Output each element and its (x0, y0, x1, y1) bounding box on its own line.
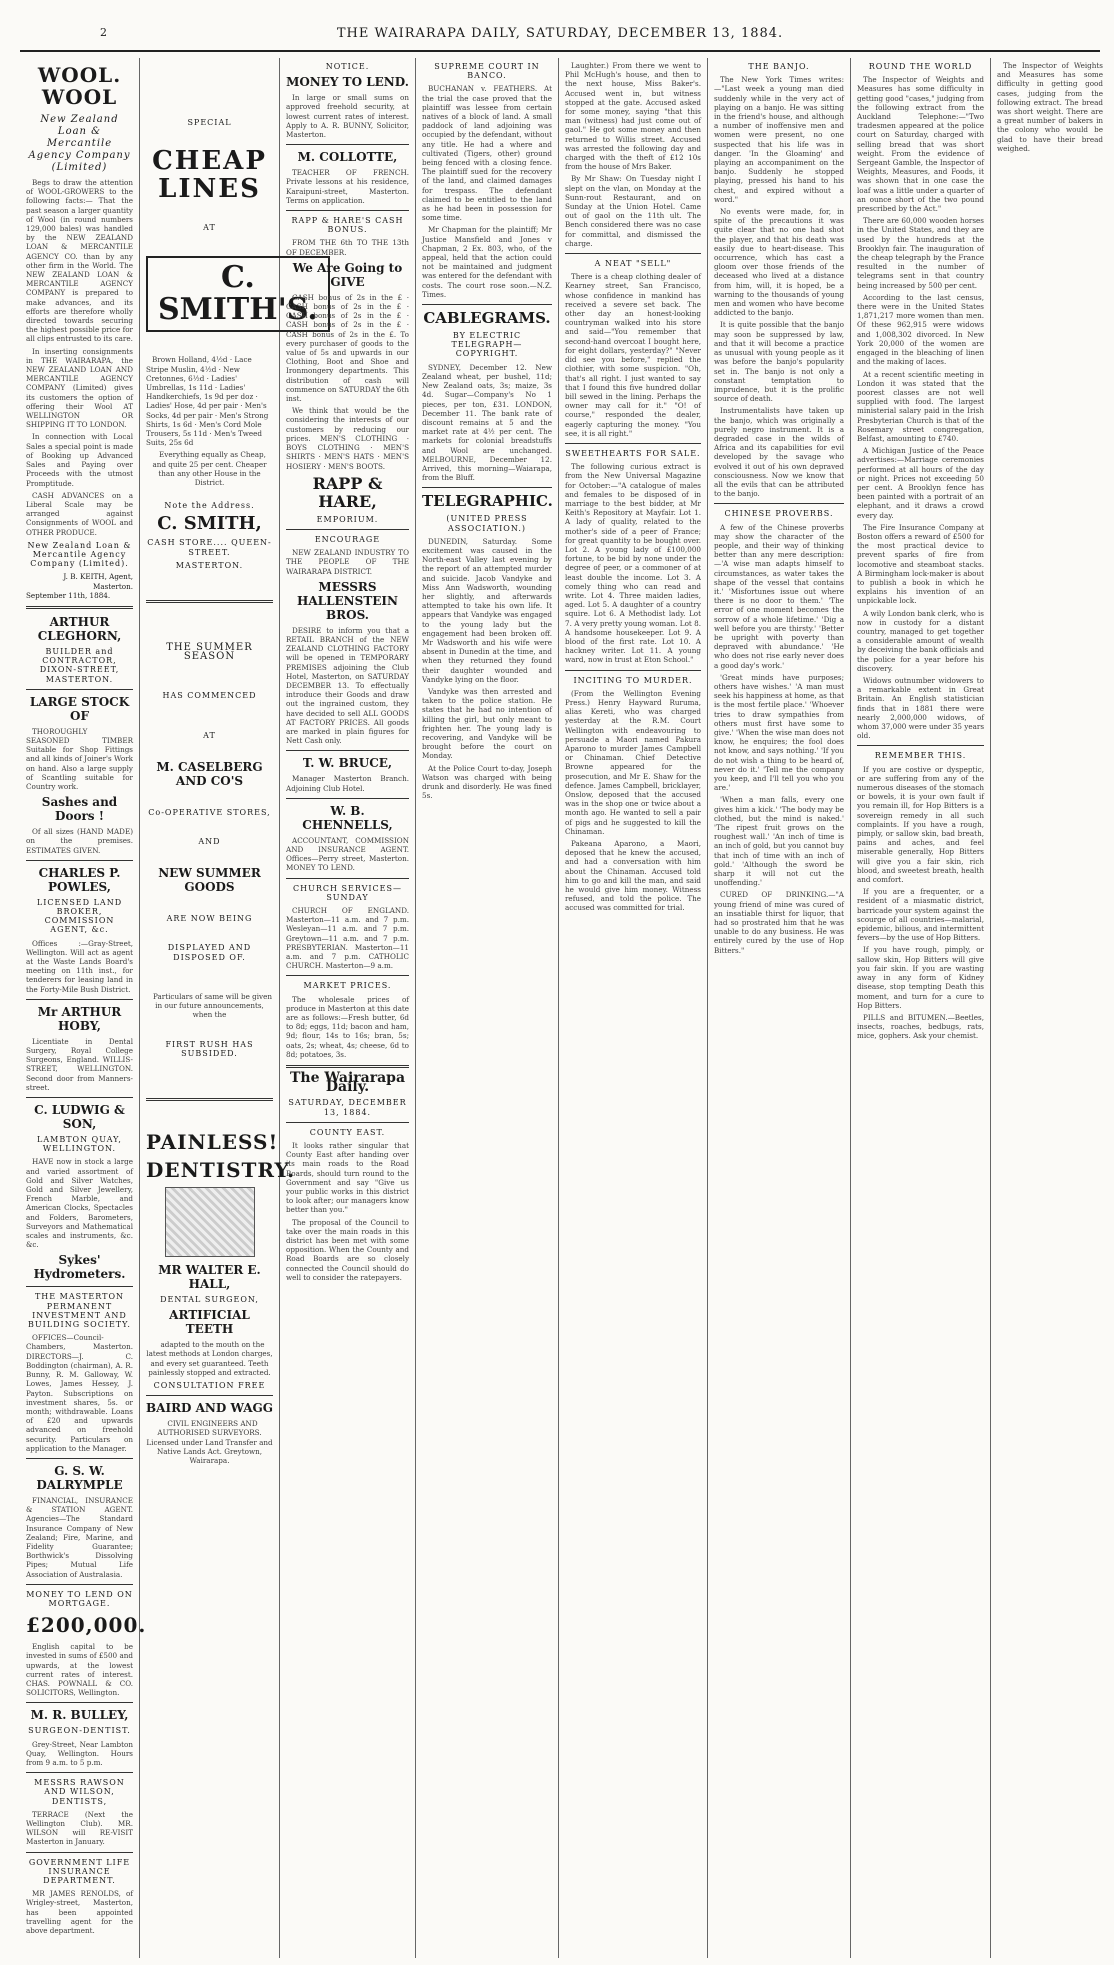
column-5 (559, 58, 708, 1958)
paper-date: SATURDAY, DECEMBER 13, 1884. (288, 1098, 407, 1117)
sykes-title: Sykes' Hydrometers. (33, 1253, 126, 1282)
court-body-2: Mr Chapman for the plaintiff; Mr Justice Mansfield and Jones v Chapman, 2 Ex. 803, who, of the appeal, held that the action could not be maintained and judgment was entered for the defendant with costs. The court rose soon.—N.Z. Times. (422, 225, 552, 299)
proverbs-body-3: 'When a man falls, every one gives him a kick.' 'The body may be clothed, but the mind is naked.' 'The ripest fruit grows on the roughest wall.' 'An inch of time is an inch of gold, but you cannot buy that inch of time with an inch of gold.' 'Although the sword be sharp it will not cut the unoffending.' (714, 795, 844, 888)
hall-sub: DENTAL SURGEON, (160, 1294, 259, 1304)
smith-list: Brown Holland, 4½d · Lace Stripe Muslin, 4½d · New Cretonnes, 6½d · Ladies' Umbrellas, 1s 11d · Ladies' Handkerchiefs, 1s 9d per doz · Ladies' Hose, 4d per pair · Men's Socks, 4d per pair · Men's Strong Shirts, 1s 6d · Men's Cord Mole Trousers, 5s 11d · Men's Tweed Suits, 25s 6d (146, 355, 269, 448)
ludwig-body: HAVE now in stock a large and varied assortment of Gold and Silver Watches, Gold and Silver Jewellery, French Marble, and American Clocks, Spectacles and Folders, Barometers, Surveyors and Mathematical scales and instruments, &c. &c. (26, 1157, 133, 1250)
hall-body: adapted to the mouth on the latest methods at London charges, and every set guaranteed. Teeth painlessly stopped and extracted. (146, 1340, 273, 1377)
church-title: CHURCH SERVICES—SUNDAY (293, 883, 402, 902)
cablegrams-sub: BY ELECTRIC TELEGRAPH—COPYRIGHT. (451, 331, 523, 359)
divider (422, 304, 552, 305)
rapp-body: FROM THE 6th TO THE 13th OF DECEMBER. (286, 238, 409, 257)
ludwig-title: C. LUDWIG & SON, (34, 1103, 125, 1132)
remember-body-3: If you have rough, pimply, or sallow skin, Hop Bitters will give you fair skin. If you are wasting away in any form of Kidney disease, stop tempting Death this moment, and turn for a cure to Hop Bitters. (857, 945, 984, 1010)
court-continued: Laughter.) From there we went to Phil McHugh's house, and then to the next house, Miss Baker's. Accused went in, but witness stopped at the gate. Accused asked for some money, saying "that this man (witness) had just come out of gaol." He got some money and then returned to Willis street. Accused was arrested the following day and charged with the theft of £12 10s from the house of Mrs Baker. (565, 61, 701, 172)
divider (565, 670, 701, 671)
sashes-body: Of all sizes (HAND MADE) on the premises. ESTIMATES GIVEN. (26, 827, 133, 855)
insurance-body: MR JAMES RENOLDS, of Wrigley-street, Masterton, has been appointed travelling agent for the above department. (26, 1889, 133, 1936)
caselberg-body: Particulars of same will be given in our future announcements, when the (153, 991, 272, 1020)
masthead (20, 20, 1100, 52)
divider (286, 1065, 409, 1068)
painless-title: PAINLESS! (146, 1129, 279, 1154)
divider (26, 999, 133, 1000)
cable-body: SYDNEY, December 12. New Zealand wheat, per bushel, 11d; New Zealand oats, 3s; maize, 3s 4d. Sugar—Company's No 1 pieces, per ton, £31. LONDON, December 11. The bank rate of discount remains at 5 and the market rate at 4½ per cent. The markets for colonial breadstuffs and Wool are unchanged. MELBOURNE, December 12. Arrived, this morning—Waiarapa, from the Bluff. (422, 362, 552, 483)
baird-body: CIVIL ENGINEERS AND AUTHORISED SURVEYORS. Licensed under Land Transfer and Native Lands Act. Greytown, Wairarapa. (146, 1419, 273, 1465)
column-3 (280, 58, 416, 1958)
divider (26, 1286, 133, 1287)
encourage-body: NEW ZEALAND INDUSTRY TO THE PEOPLE OF THE WAIRARAPA DISTRICT. (286, 548, 409, 576)
divider (26, 689, 133, 690)
being-label: ARE NOW BEING (166, 914, 253, 924)
rapp2-title: RAPP & HARE, (312, 473, 383, 511)
paper-title: The Wairarapa Daily. (289, 1070, 406, 1096)
cleghorn-title: ARTHUR CLEGHORN, (37, 614, 122, 643)
cheap-lines-title: CHEAP LINES (152, 146, 267, 205)
divider (26, 606, 133, 609)
cablegrams-title: CABLEGRAMS. (423, 309, 551, 328)
divider (26, 1458, 133, 1459)
smith-town: MASTERTON. (175, 560, 244, 570)
wool-headline: WOOL. WOOL (37, 63, 122, 109)
notice-title: NOTICE. (325, 62, 370, 71)
chennells-title: W. B. CHENNELLS, (302, 803, 393, 832)
divider (286, 144, 409, 145)
court-title: SUPREME COURT IN BANCO. (434, 62, 540, 81)
divider (714, 503, 844, 504)
stock-body: THOROUGHLY SEASONED TIMBER Suitable for Shop Fittings and all kinds of Joiner's Work on hand. Also a large supply of Scantling suitable for Country work. (26, 726, 133, 791)
remember-title: REMEMBER THIS. (874, 751, 967, 761)
coop-label: Co-OPERATIVE STORES, (148, 807, 271, 817)
bulley-body: Grey-Street, Near Lambton Quay, Wellington. Hours from 9 a.m. to 5 p.m. (26, 1739, 133, 1767)
rapp-title: RAPP & HARE'S CASH BONUS. (291, 216, 404, 235)
court-body: BUCHANAN v. FEATHERS. At the trial the case proved that the plaintiff was lessee from certain natives of a block of land. A small paddock of land adjoining was occupied by the defendant, without any title. He had a where and cultivated (Tigers, other) ground being fenced with a closing fence. The plaintiff sued for the recovery of the land, and claimed damages for trespass. The defendant claimed to be entitled to the land as he had been in possession for some time. (422, 84, 552, 223)
neat-body: There is a cheap clothing dealer of Kearney street, San Francisco, whose confidence in mankind has received a severe set back. The other day an honest-looking countryman walked into his store and said—"You remember that second-hand overcoat I bought here, for eight dollars, yesterday?" "Never did see you before," replied the clothier, with some suspicion. "Oh, that's all right. I just wanted to say that I found this five hundred dollar bill sewed in the lining. Perhaps the owner may call for it." "O! of course," responded the dealer, eagerly capturing the money. "You see, it is all right." (565, 272, 701, 438)
banjo-body-4: Instrumentalists have taken up the banjo, which was originally a purely negro instrument. It is a degraded case in the wilds of Africa and its capabilities for evil developed by the savage who evolved it out of his own depraved consciousness. Now we know that all the evils that can be attributed to the banjo. (714, 406, 844, 499)
column-2 (140, 58, 318, 1958)
banjo-body-3: It is quite possible that the banjo may soon be suppressed by law, and that it will become a practice as unusual with young people as it was before the banjo's popularity set in. The banjo is not only a constant temptation to imprudence, but it is the prolific source of death. (714, 320, 844, 404)
remember-body-4: PILLS and BITUMEN.—Beetles, insects, roaches, bedbugs, rats, mice, gophers. Ask your chemist. (857, 1012, 984, 1041)
ludwig-sub: LAMBTON QUAY, WELLINGTON. (37, 1135, 122, 1154)
artificial-teeth: ARTIFICIAL TEETH (169, 1308, 250, 1337)
money-amount: £200,000. (26, 1613, 147, 1638)
collotte-body: TEACHER OF FRENCH. Private lessons at his residence, Karaipuni-street, Masterton. Terms on application. (286, 168, 409, 205)
banjo-body: The New York Times writes:—"Last week a young man died suddenly while in the very act of playing on a banjo. He was sitting in the friend's house, and although a number of inoffensive men and women were present, no one suspected that his life was in danger. 'In the Gloaming' and playing an accompaniment on the banjo. Suddenly he stopped playing, pressed his hand to his chest, and expired without a word." (714, 75, 844, 204)
chennells-body: ACCOUNTANT, COMMISSION AND INSURANCE AGENT. Offices—Perry street, Masterton. MONEY TO LEND. (286, 835, 409, 873)
round-body-7: A wily London bank clerk, who is now in custody for a distant country, managed to get together a considerable amount of wealth by deceiving the bank officials and the police for a year before his discovery. (857, 608, 984, 673)
money-body: English capital to be invested in sums of £500 and upwards, at the lowest current rates of interest. CHAS. POWNALL & CO. SOLICITORS, Wellington. (26, 1642, 133, 1698)
baird-title: BAIRD AND WAGG (146, 1401, 274, 1416)
telegraphic-title: TELEGRAPHIC. (422, 492, 553, 511)
cleghorn-sub: BUILDER and CONTRACTOR, DIXON-STREET, MASTERTON. (39, 646, 120, 684)
round-body-6: The Fire Insurance Company at Boston offers a reward of £500 for the most practical device to prevent sparks of fire from locomotive and steamboat stacks. A Birmingham lock-maker is about to publish a book in which he explains his invention of an unpickable lock. (857, 522, 984, 606)
rawson-body: TERRACE (Next the Wellington Club). MR. WILSON will RE-VISIT Masterton in January. (26, 1809, 133, 1847)
county-body: It looks rather singular that County East after handing over its main roads to the Road Boards, should turn round to the Government and say "Give us your public works in this district to look after; our managers know better than you." (286, 1141, 409, 1215)
column-4 (416, 58, 559, 1958)
neat-title: A NEAT "SELL" (594, 259, 672, 269)
money-title: MONEY TO LEND ON MORTGAGE. (26, 1589, 133, 1608)
encourage-title: ENCOURAGE (314, 534, 381, 544)
insurance-title: GOVERNMENT LIFE INSURANCE DEPARTMENT. (28, 1857, 131, 1886)
rapp-give: We Are Going to GIVE (292, 260, 403, 289)
inciting-title: INCITING TO MURDER. (573, 675, 693, 685)
edge-text: The Inspector of Weights and Measures has some difficulty in getting good cases, judging from the following extract. The bread was short weight. There are a great number of bakers in the colony who would be glad to have their bread weighed. (997, 61, 1103, 153)
hoby-body: Licentiate in Dental Surgery, Royal College Surgeons, England. WILLIS-STREET, WELLINGTON. Second door from Manners-street. (26, 1036, 133, 1092)
hoby-title: Mr ARTHUR HOBY, (37, 1004, 122, 1033)
at-label: AT (203, 223, 216, 233)
column-1 (20, 58, 147, 1958)
powles-sub: LICENSED LAND BROKER, COMMISSION AGENT, &c. (36, 897, 123, 935)
page-number: 2 (100, 26, 108, 39)
divider (286, 798, 409, 799)
bruce-body: Manager Masterton Branch. Adjoining Club Hotel. (286, 774, 409, 793)
stock-title: LARGE STOCK OF (29, 694, 130, 723)
dalrymple-title: G. S. W. DALRYMPLE (36, 1463, 123, 1492)
smith2-title: C. SMITH, (157, 513, 262, 535)
proverbs-body-4: CURED OF DRINKING.—"A young friend of mine was cured of an insatiable thirst for liquor, that had so prostrated him that he was unable to do any business. He was entirely cured by the use of Hop Bitters." (714, 890, 844, 955)
hallenstein-body: DESIRE to inform you that a RETAIL BRANCH of the NEW ZEALAND CLOTHING FACTORY will be opened in TEMPORARY PREMISES adjoining the Club Hotel, Masterton, on SATURDAY DECEMBER 13. To effectually introduce their Goods and draw out the ingrained custom, they have decided to sell ALL GOODS AT FACTORY PRICES. All goods are marked in plain figures for Nett Cash only. (286, 625, 409, 746)
money-lend-body: In large or small sums on approved freehold security, at lowest current rates of interest. Apply to A. R. BUNNY, Solicitor, Masterton. (286, 93, 409, 140)
divider (26, 1852, 133, 1853)
new-goods: NEW SUMMER GOODS (158, 866, 261, 895)
divider (857, 745, 984, 746)
divider (286, 210, 409, 211)
divider (286, 878, 409, 879)
masthead-title: THE WAIRARAPA DAILY, SATURDAY, DECEMBER 13, 1884. (336, 26, 784, 41)
wool-footer: New Zealand Loan & Mercantile Agency Company (Limited). (27, 540, 132, 569)
round-body-3: According to the last census, there were in the United States 1,871,217 more women than men. Of these 962,915 were widows and 1,008,302 divorced. In New York 20,000 of the women are engaged in the bleaching of linen and the making of laces. (857, 292, 984, 367)
displayed-label: DISPLAYED AND DISPOSED OF. (167, 943, 252, 962)
divider (146, 1395, 273, 1396)
and-label: AND (198, 837, 221, 847)
powles-title: CHARLES P. POWLES, (38, 865, 121, 894)
proverbs-body-2: 'Great minds have purposes; others have wishes.' 'A man must seek his happiness at home, as that is the most fertile place.' 'Whoever tries to draw sympathies from others must first have some to give.' 'When the wise man does not know, he enquires; the fool does not know, and says nothing.' 'If you do not wish a thing to be heard of, never do it.' 'Tell me the company you keep, and I'll tell you who you are.' (714, 672, 844, 793)
telegraphic-sub: (UNITED PRESS ASSOCIATION.) (446, 514, 528, 533)
divider (26, 860, 133, 861)
divider (26, 1702, 133, 1703)
caselberg-title: M. CASELBERG AND CO'S (156, 759, 263, 788)
divider (286, 529, 409, 530)
proverbs-title: CHINESE PROVERBS. (724, 509, 834, 519)
round-title: ROUND THE WORLD (868, 62, 973, 71)
building-society-title: THE MASTERTON PERMANENT INVESTMENT AND BUILDING SOCIETY. (28, 1292, 131, 1330)
divider (565, 253, 701, 254)
divider (146, 600, 273, 603)
commenced: HAS COMMENCED (162, 691, 257, 701)
wool-subhead: New Zealand Loan & Mercantile Agency Company (Limited) (28, 114, 131, 173)
market-body: The wholesale prices of produce in Masterton at this date are as follows:—Fresh butter, 6d to 8d; eggs, 11d; bacon and ham, 9d; flour, 14s to 16s; bran, 5s; oats, 2s; wheat, 4s; cheese, 6d to 8d; potatoes, 3s. (286, 994, 409, 1059)
wool-body: Begs to draw the attention of WOOL-GROWERS to the following facts:— That the past season a larger quantity of Wool (in round numbers 129,000 bales) was handled by the NEW ZEALAND LOAN & MERCANTILE AGENCY CO. than by any other firm in the World. The NEW ZEALAND LOAN & MERCANTILE AGENCY COMPANY is prepared to make advances, and its efforts are therefore wholly directed towards securing the highest possible price for all clips entrusted to its care. (26, 178, 133, 344)
round-body-5: A Michigan Justice of the Peace advertises:—Marriage ceremonies performed at all hours of the day or night. Prices not exceeding 50 per cent. A Brooklyn fence has been painted with a portrait of an elephant, and it draws a crowd every day. (857, 446, 984, 520)
sweethearts-title: SWEETHEARTS FOR SALE. (565, 448, 701, 458)
wool-body-4: CASH ADVANCES on a Liberal Scale may be arranged against Consignments of WOOL and OTHER PRODUCE. (26, 490, 133, 537)
county-title: COUNTY EAST. (309, 1127, 386, 1137)
bulley-sub: SURGEON-DENTIST. (28, 1726, 131, 1736)
first-rush: FIRST RUSH HAS SUBSIDED. (165, 1039, 254, 1058)
banjo-title: THE BANJO. (748, 62, 810, 71)
divider (146, 1098, 273, 1101)
divider (26, 1097, 133, 1098)
smith-note: Everything equally as Cheap, and quite 25 per cent. Cheaper than any other House in the District. (152, 450, 267, 488)
divider (565, 443, 701, 444)
rapp-bonus: CASH bonus of 2s in the £ · CASH bonus of 2s in the £ · CASH bonus of 2s in the £ · CASH bonus of 2s in the £ · CASH bonus of 2s in the £. To every purchaser of goods to the value of 5s and upwards in our Clothing, Boot and Shoe and Ironmongery departments. This distribution of cash will commence on SATURDAY the 6th inst. (286, 292, 409, 404)
proverbs-body: A few of the Chinese proverbs may show the character of the people, and their way of thinking better than any mere description:—'A wise man adapts himself to circumstances, as water takes the shape of the vessel that contains it.' 'Misfortunes issue out where there is no door to them.' 'The error of one moment becomes the sorrow of a whole lifetime.' 'Dig a well before you are thirsty.' 'Better be upright with poverty than depraved with abundance.' 'He who does not rise early never does a good day's work.' (714, 522, 844, 670)
note-address: Note the Address. (164, 501, 255, 511)
round-body-2: There are 60,000 wooden horses in the United States, and they are used by the hundreds at the Brooklyn fair. The inauguration of the cheap telegraph by the France resulted in the number of telegrams sent in that country being increased by 500 per cent. (857, 216, 984, 290)
market-title: MARKET PRICES. (303, 981, 392, 991)
tele-body-2: Vandyke was then arrested and taken to the police station. He states that he had no intention of killing the girl, but only meant to frighten her. The young lady is recovering, and Vandyke will be brought before the court on Monday. (422, 686, 552, 761)
tele-body: DUNEDIN, Saturday. Some excitement was caused in the North-east Valley last evening by the report of an attempted murder and suicide. Jacob Vandyke and Miss Ann Wadsworth, wounding her slightly, and afterwards attempted to take his own life. It appears that Vandyke was engaged to the young lady but the engagement had been broken off. Mr Wadsworth and his wife were absent in Dunedin at the time, and when they returned they found their daughter wounded and Vandyke lying on the floor. (422, 536, 552, 684)
column-7 (851, 58, 991, 1958)
sweethearts-body: The following curious extract is from the New Universal Magazine for October:—"A catalogue of males and females to be disposed of in marriage to the best bidder, at Mr Keith's Repository at Mayfair. Lot 1. A lady of quality, related to the mother's side of a peer of France; for great quantity to be bought over. Lot 2. A young lady of £100,000 fortune, to be bid by none under the degree of peer, or a commoner of at least double the income. Lot 3. A comely thing who can read and write. Lot 4. Three maiden ladies, aged. Lot 5. A daughter of a country squire. Lot 6. A Methodist lady. Lot 7. A very pretty young woman. Lot 8. A handsome housekeeper. Lot 9. A blood of the first rate. Lot 10. A hackney writer. Lot 11. A young ward, now in trust at Eton School." (565, 462, 701, 665)
column-6 (708, 58, 851, 1958)
at-label-2: AT (203, 730, 216, 740)
rapp2-sub: EMPORIUM. (316, 514, 379, 524)
round-body: The Inspector of Weights and Measures has some difficulty in getting good "cases," judging from the following extract from the Auckland Telephone:—"Two tradesmen appeared at the police court on Saturday, charged with selling bread that was short weight. From the evidence of Sergeant Gamble, the Inspector of Weights, Measures, and Foods, it was shown that in one case the loaf was a little under a quarter of an ounce short of the two pound prescribed by the Act." (857, 75, 984, 214)
church-body: CHURCH OF ENGLAND. Masterton—11 a.m. and 7 p.m. Wesleyan—11 a.m. and 7 p.m. Greytown—11 a.m. and 7 p.m. PRESBYTERIAN. Masterton—11 a.m. and 7 p.m. CATHOLIC CHURCH. Masterton—9 a.m. (286, 905, 409, 971)
divider (286, 750, 409, 751)
special-label: SPECIAL (187, 118, 232, 127)
collotte-title: M. COLLOTTE, (297, 150, 398, 165)
divider (26, 1772, 133, 1773)
divider (286, 975, 409, 976)
consultation: CONSULTATION FREE (153, 1380, 266, 1390)
hallenstein-title: MESSRS HALLENSTEIN BROS. (297, 579, 398, 622)
wool-body-3: In connection with Local Sales a special point is made of Booking up Advanced Sales and Paying over Proceeds with the utmost Promptitude. (26, 432, 133, 488)
inciting-body: (From the Wellington Evening Press.) Henry Hayward Ruruma, alias Kereti, who was charged yesterday at the R.M. Court Wellington with endeavouring to persuade a Maori named Pakura Aparono to murder James Campbell or Chinaman. Chief Detective Browne appeared for the prosecution, and Mr E. Shaw for the defence. James Campbell, bricklayer, Onslow, deposed that the accused was in the shop one or twice about a month ago. He wanted to sell a pair of pigs and he suggested to kill the Chinaman. (565, 688, 701, 836)
sashes-title: Sashes and Doors ! (41, 795, 118, 824)
money-lend: MONEY TO LEND. (286, 75, 409, 90)
powles-body: Offices :—Gray-Street, Wellington. Will act as agent at the Waste Lands Board's meeting on 11th inst., for tenderers for leasing land in the Forty-Mile Bush District. (26, 938, 133, 994)
bruce-title: T. W. BRUCE, (302, 756, 393, 771)
smith-street: CASH STORE.... QUEEN-STREET. (147, 538, 272, 557)
smith-title: C. SMITH'S. (146, 256, 330, 332)
county-body-2: The proposal of the Council to take over the main roads in this district has been met with some opposition. When the County and Road Boards are so closely connected the Council should do well to consider the ratepayers. (286, 1217, 409, 1282)
inciting-body-2: Pakeana Aparono, a Maori, deposed that he knew the accused, and had a conversation with him about the Chinaman. Accused told him to go and kill the man, and said he would give him money. Witness refused, and told the police. The accused was committed for trial. (565, 839, 701, 913)
hall-title: MR WALTER E. HALL, (158, 1262, 261, 1291)
wool-date: September 11th, 1884. (26, 590, 111, 600)
rapp-body-2: We think that would be the considering the interests of our customers by reducing our prices. MEN'S CLOTHING · BOYS CLOTHING · MEN'S SHIRTS · MEN'S HATS · MEN'S HOSIERY · MEN'S BOOTS. (286, 406, 409, 471)
dentures-illustration (165, 1187, 255, 1257)
wool-agent: J. B. KEITH, Agent, Masterton. (63, 572, 133, 591)
round-body-4: At a recent scientific meeting in London it was stated that the poorest classes are not well supplied with food. The largest ministerial salary paid in the Irish Presbyterian Church is that of the Rosemary street congregation, Belfast, amounting to £740. (857, 369, 984, 443)
column-8 (991, 58, 1109, 1958)
remember-body: If you are costive or dyspeptic, or are suffering from any of the numerous diseases of the stomach or bowels, it is your own fault if you remain ill, for Hop Bitters is a sovereign remedy in all such complaints. If you have a rough, pimply, or sallow skin, bad breath, pains and aches, and feel miserable generally, Hop Bitters will give you a fair skin, rich blood, and sweetest breath, health and comfort. (857, 764, 984, 885)
divider (286, 1122, 409, 1123)
divider (422, 487, 552, 488)
wool-body-2: In inserting consignments in THE WAIRARAPA, the NEW ZEALAND LOAN AND MERCANTILE AGENCY COMPANY (Limited) gives its customers the option of offering their Wool AT WELLINGTON OR SHIPPING IT TO LONDON. (26, 346, 133, 430)
remember-body-2: If you are a frequenter, or a resident of a miasmatic district, barricade your system against the scourge of all countries—malarial, epidemic, bilious, and intermittent fevers—by the use of Hop Bitters. (857, 887, 984, 943)
round-body-8: Widows outnumber widowers to a remarkable extent in Great Britain. An English statistician finds that in 1881 there were nearly 2,000,000 widows, of whom 37,000 were under 35 years old. (857, 676, 985, 741)
summer-title: THE SUMMER SEASON (166, 642, 253, 663)
bulley-title: M. R. BULLEY, (30, 1708, 129, 1723)
court-continued-2: By Mr Shaw: On Tuesday night I slept on the vlan, on Monday at the Sunn-rout Restaurant, and on Sunday at the Union Hotel. Came out of gaol on the 11th ult. The Bench considered there was no case for committal, and dismissed the charge. (565, 174, 701, 248)
dentistry-title: DENTISTRY. (146, 1157, 296, 1182)
rawson-title: MESSRS RAWSON AND WILSON, DENTISTS, (34, 1778, 125, 1806)
banjo-body-2: No events were made, for, in spite of the precautions it was quite clear that no one had shot the player, and that his death was easily due to heart-disease. This occurrence, which has cast a gloom over those friends of the deceased who lived at a distance from him, will, it is hoped, be a warning to the thousands of young men and women who have become addicted to the banjo. (714, 207, 844, 318)
divider (26, 1584, 133, 1585)
tele-body-3: At the Police Court to-day, Joseph Watson was charged with being drunk and disorderly. He was fined 5s. (422, 763, 552, 801)
dalrymple-body: FINANCIAL, INSURANCE & STATION AGENT. Agencies—The Standard Insurance Company of New Zealand; Fire, Marine, and Fidelity Guarantee; Borthwick's Dissolving Pipes; Mutual Life Association of Australasia. (26, 1495, 133, 1579)
building-society-body: OFFICES—Council-Chambers, Masterton. DIRECTORS—J. C. Boddington (chairman), A. R. Bunny, R. M. Galloway, W. Lowes, James Hessey, J. Payton. Subscriptions on investment shares, 5s. or month; withdrawable. Loans of £20 and upwards advanced on freehold security. Particulars on application to the Manager. (26, 1333, 133, 1453)
